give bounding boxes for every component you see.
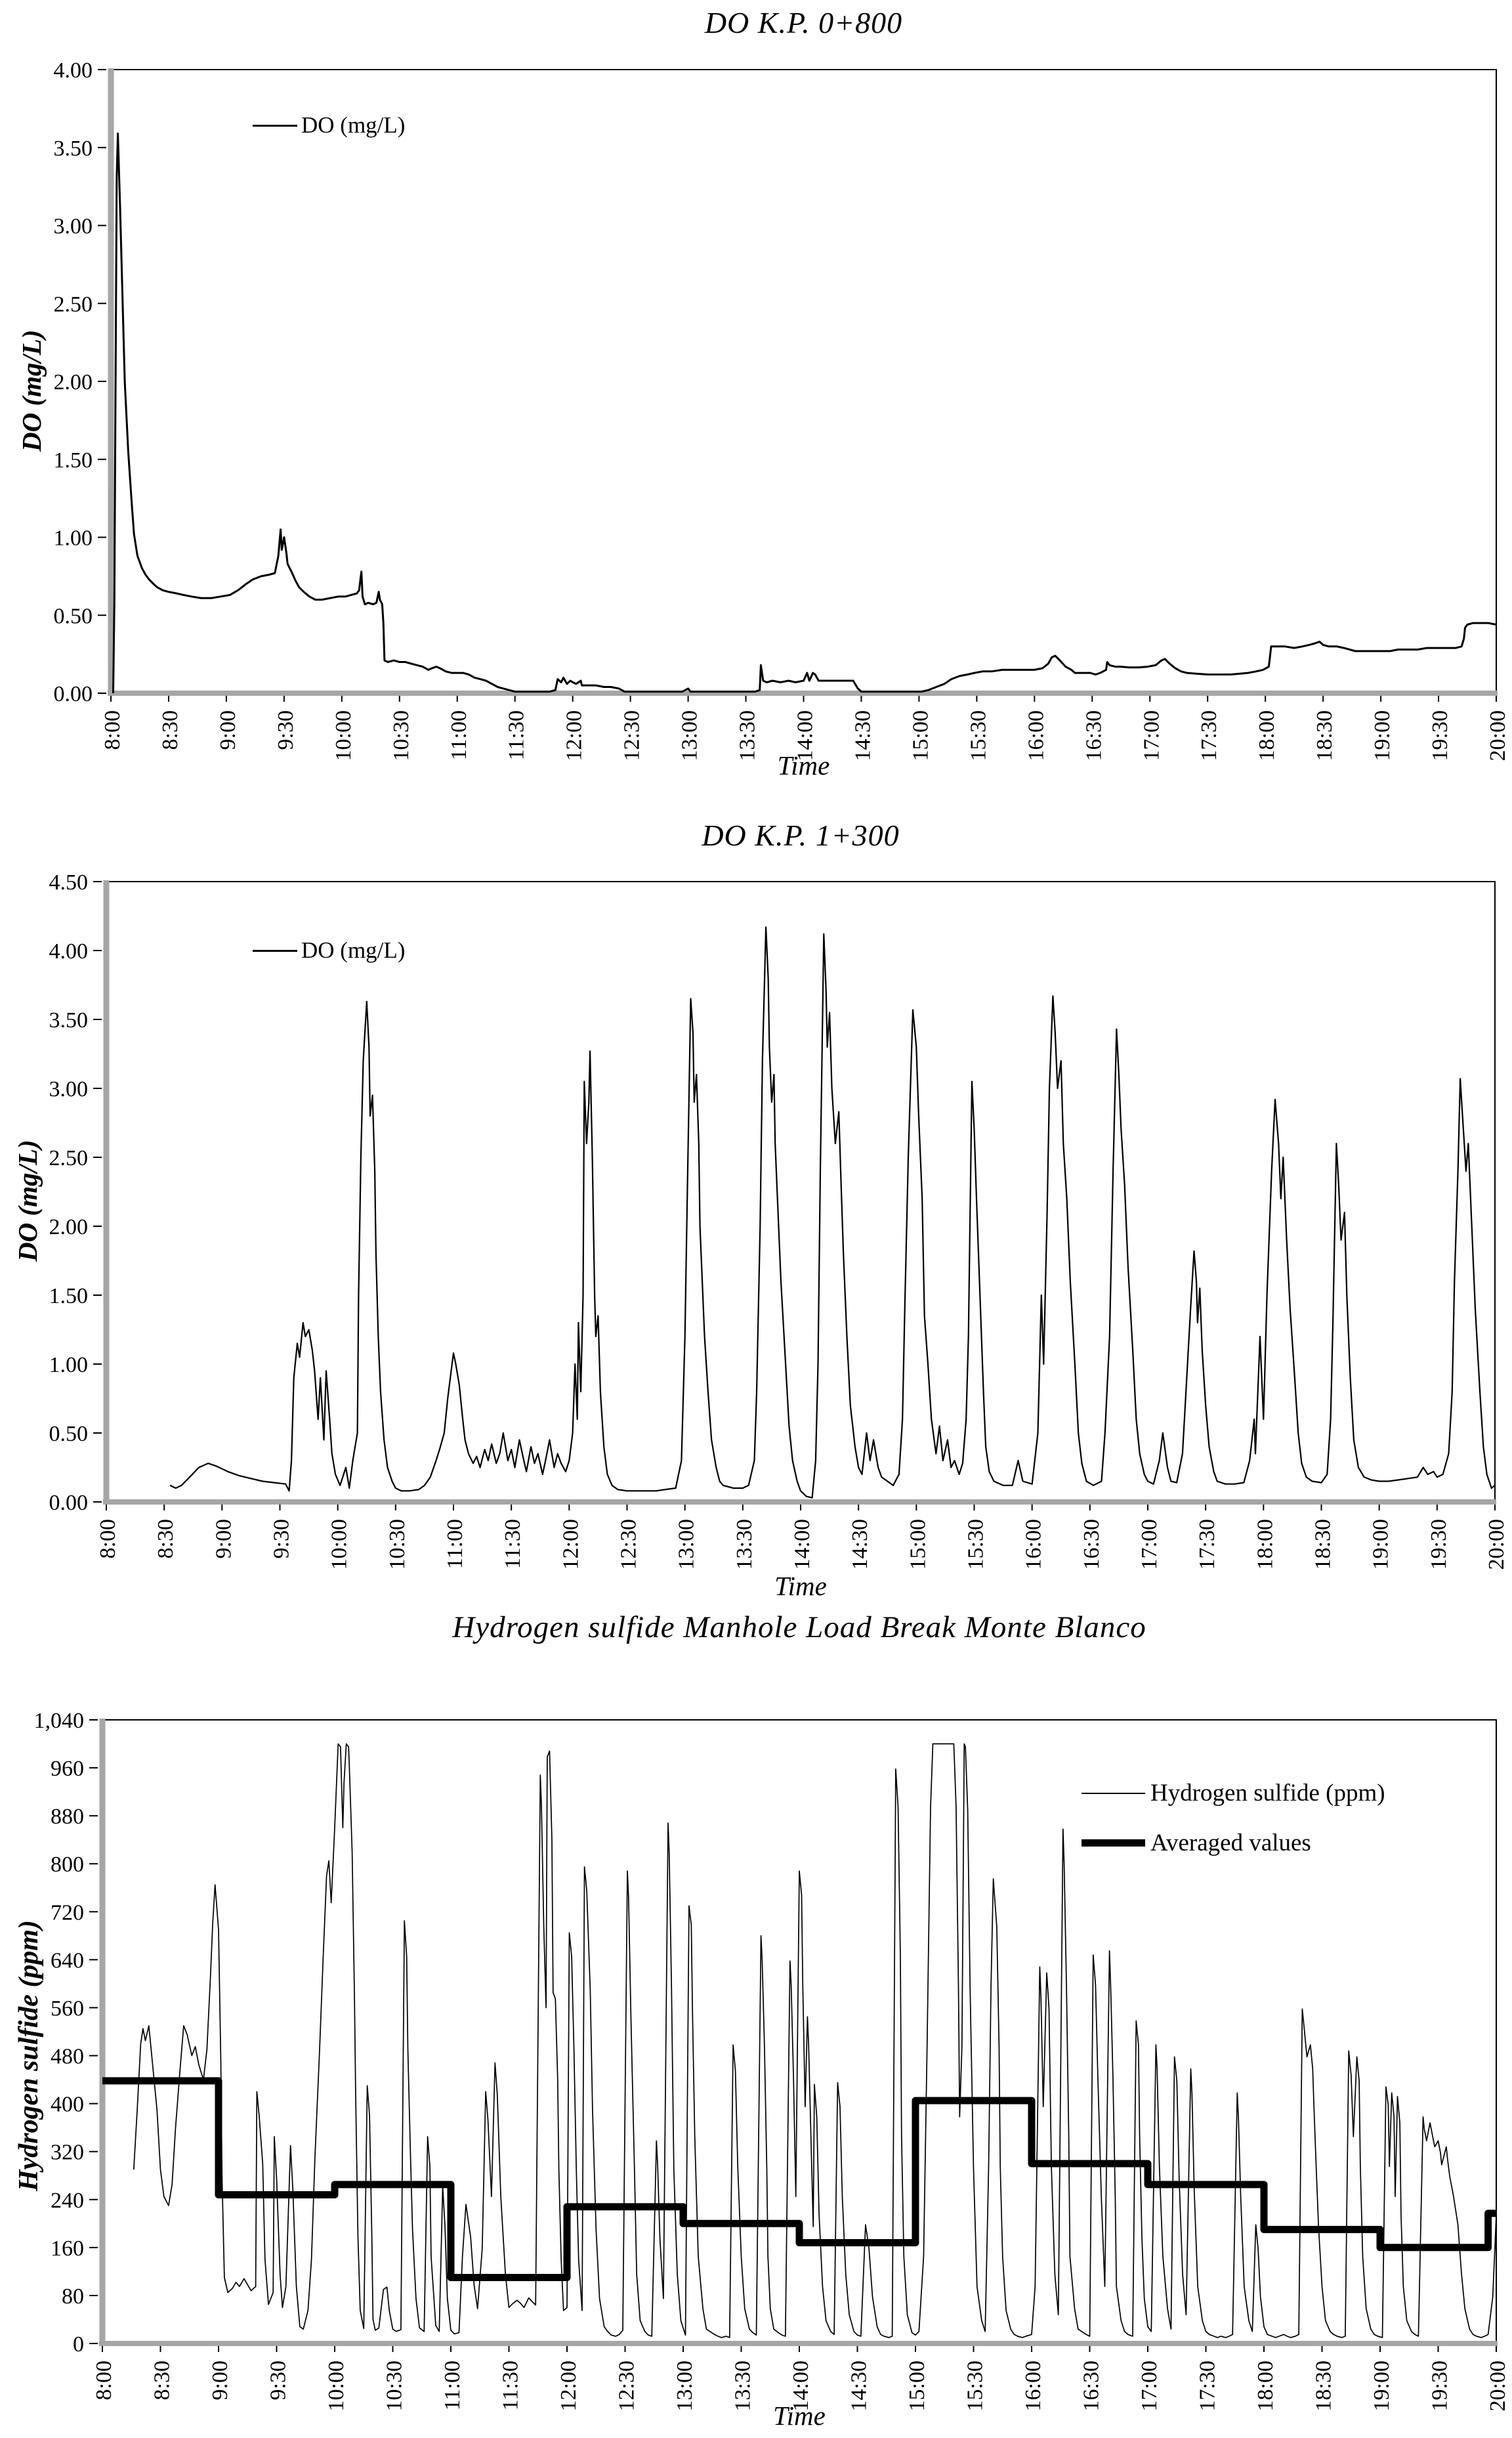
- y-tick-label: 880: [51, 1805, 84, 1829]
- chart-3-x-axis-title: Time: [773, 2401, 826, 2431]
- x-tick-label: 19:00: [1370, 2361, 1394, 2412]
- x-tick-label: 9:00: [211, 1519, 236, 1559]
- y-tick-label: 800: [51, 1852, 84, 1877]
- x-tick-label: 13:00: [674, 1519, 699, 1570]
- x-tick-label: 14:30: [847, 2361, 872, 2412]
- x-tick-label: 14:00: [793, 710, 818, 761]
- x-tick-label: 15:00: [905, 2361, 929, 2412]
- x-tick-label: 11:00: [440, 2361, 465, 2411]
- x-tick-label: 16:30: [1079, 1519, 1104, 1570]
- y-tick-label: 960: [51, 1757, 84, 1782]
- chart-3-y-axis-title: Hydrogen sulfide (ppm): [14, 1920, 44, 2191]
- x-tick-label: 11:00: [443, 1519, 467, 1570]
- x-tick-label: 14:00: [790, 1519, 814, 1570]
- x-tick-label: 18:00: [1253, 2361, 1278, 2412]
- x-tick-label: 18:30: [1312, 710, 1337, 761]
- x-tick-label: 10:00: [327, 1519, 352, 1570]
- x-tick-label: 15:00: [906, 1519, 931, 1570]
- x-tick-label: 15:30: [963, 2361, 988, 2412]
- x-tick-label: 11:30: [498, 2361, 523, 2411]
- y-tick-label: 2.00: [49, 1215, 88, 1239]
- x-tick-label: 10:30: [385, 1519, 410, 1570]
- x-tick-label: 12:30: [614, 2361, 639, 2412]
- y-tick-label: 560: [51, 1996, 84, 2021]
- y-tick-label: 4.50: [49, 870, 88, 895]
- x-tick-label: 16:30: [1082, 710, 1106, 761]
- legend-thick-line-icon: [1082, 1839, 1145, 1847]
- x-tick-label: 9:30: [266, 2361, 291, 2401]
- y-tick-label: 640: [51, 1948, 84, 1973]
- chart-2-legend: [253, 937, 405, 964]
- y-tick-label: 2.50: [49, 1146, 88, 1170]
- chart-3-title: Hydrogen sulfide Manhole Load Break Monte Blanco: [452, 1610, 1146, 1644]
- chart-1-title: DO K.P. 0+800: [704, 6, 903, 39]
- x-tick-label: 10:30: [388, 710, 413, 761]
- y-tick-label: 0.50: [53, 604, 93, 629]
- x-tick-label: 9:00: [215, 710, 240, 750]
- x-tick-label: 18:30: [1311, 1519, 1335, 1570]
- chart-2-title: DO K.P. 1+300: [702, 819, 900, 852]
- x-tick-label: 8:00: [96, 1519, 120, 1559]
- x-tick-label: 11:00: [446, 710, 471, 761]
- x-tick-label: 18:30: [1311, 2361, 1336, 2412]
- legend-label: DO (mg/L): [301, 112, 406, 138]
- x-tick-label: 16:00: [1021, 2361, 1045, 2412]
- x-tick-label: 12:00: [556, 2361, 581, 2412]
- x-tick-label: 9:30: [269, 1519, 294, 1559]
- y-tick-label: 0.00: [49, 1491, 88, 1515]
- x-tick-label: 15:00: [908, 710, 933, 761]
- x-tick-label: 18:00: [1255, 710, 1280, 761]
- chart-2-y-axis-title: DO (mg/L): [12, 1140, 43, 1262]
- x-tick-label: 12:00: [562, 710, 587, 761]
- x-tick-label: 17:30: [1195, 2361, 1220, 2412]
- x-tick-label: 13:00: [673, 2361, 697, 2412]
- x-tick-label: 17:00: [1137, 2361, 1162, 2412]
- x-tick-label: 18:00: [1253, 1519, 1278, 1570]
- x-tick-label: 17:00: [1137, 1519, 1162, 1570]
- y-tick-label: 1.00: [53, 526, 93, 551]
- y-tick-label: 0: [73, 2332, 84, 2357]
- x-tick-label: 14:30: [848, 1519, 873, 1570]
- legend-line-icon: [253, 950, 297, 952]
- x-tick-label: 8:30: [154, 1519, 178, 1559]
- legend-label: DO (mg/L): [301, 937, 406, 963]
- y-tick-label: 720: [51, 1900, 84, 1925]
- legend-thin-line-icon: [1082, 1793, 1145, 1794]
- x-tick-label: 8:00: [100, 710, 125, 750]
- y-tick-label: 1.50: [49, 1284, 88, 1308]
- x-tick-label: 11:30: [501, 1519, 526, 1570]
- x-tick-label: 15:30: [966, 710, 991, 761]
- y-tick-label: 1.00: [49, 1353, 88, 1377]
- y-tick-label: 4.00: [49, 939, 88, 964]
- x-tick-label: 13:30: [735, 710, 760, 761]
- y-tick-label: 4.00: [53, 58, 93, 83]
- y-tick-label: 3.50: [53, 136, 93, 161]
- x-tick-label: 12:30: [616, 1519, 641, 1570]
- y-tick-label: 0.50: [49, 1422, 88, 1446]
- x-tick-label: 19:00: [1368, 1519, 1393, 1570]
- x-tick-label: 13:00: [677, 710, 702, 761]
- x-tick-label: 20:00: [1484, 1519, 1509, 1570]
- x-tick-label: 14:00: [789, 2361, 813, 2412]
- chart-1-legend: [253, 112, 405, 139]
- x-tick-label: 19:00: [1370, 710, 1395, 761]
- x-tick-label: 13:30: [730, 2361, 755, 2412]
- y-tick-label: 1,040: [33, 1709, 84, 1733]
- x-tick-label: 8:00: [92, 2361, 116, 2401]
- x-tick-label: 17:00: [1139, 710, 1164, 761]
- x-tick-label: 10:00: [331, 710, 356, 761]
- x-tick-label: 13:30: [732, 1519, 757, 1570]
- x-tick-label: 9:00: [208, 2361, 232, 2401]
- chart-1-y-axis-title: DO (mg/L): [16, 330, 47, 452]
- x-tick-label: 11:30: [504, 710, 529, 761]
- x-tick-label: 10:30: [382, 2361, 407, 2412]
- x-tick-label: 20:00: [1486, 2361, 1510, 2412]
- y-tick-label: 2.50: [53, 292, 93, 317]
- x-tick-label: 15:30: [963, 1519, 988, 1570]
- x-tick-label: 19:30: [1428, 710, 1453, 761]
- x-tick-label: 17:30: [1195, 1519, 1220, 1570]
- x-tick-label: 20:00: [1486, 710, 1510, 761]
- x-tick-label: 12:30: [620, 710, 644, 761]
- x-tick-label: 14:30: [850, 710, 875, 761]
- x-tick-label: 19:30: [1426, 1519, 1451, 1570]
- y-tick-label: 2.00: [53, 370, 93, 395]
- y-tick-label: 1.50: [53, 448, 93, 473]
- y-tick-label: 0.00: [53, 682, 93, 706]
- chart-3-legend-hydrogen-sulfide: [1082, 1779, 1385, 1807]
- legend-label: Hydrogen sulfide (ppm): [1150, 1780, 1385, 1807]
- x-tick-label: 17:30: [1197, 710, 1222, 761]
- x-tick-label: 8:30: [158, 710, 182, 750]
- plot-border: [106, 882, 1495, 1502]
- x-tick-label: 16:00: [1021, 1519, 1046, 1570]
- y-tick-label: 320: [51, 2140, 84, 2165]
- y-tick-label: 80: [62, 2284, 84, 2309]
- x-tick-label: 9:30: [273, 710, 298, 750]
- x-tick-label: 8:30: [150, 2361, 175, 2401]
- chart-2-x-axis-title: Time: [774, 1571, 827, 1601]
- x-tick-label: 19:30: [1427, 2361, 1452, 2412]
- y-tick-label: 3.00: [53, 214, 93, 239]
- y-tick-label: 160: [51, 2236, 84, 2261]
- x-tick-label: 16:00: [1024, 710, 1049, 761]
- chart-3-legend-averaged-values: [1082, 1829, 1311, 1857]
- y-tick-label: 240: [51, 2188, 84, 2213]
- y-tick-label: 400: [51, 2092, 84, 2117]
- legend-label: Averaged values: [1150, 1829, 1311, 1856]
- y-tick-label: 3.00: [49, 1077, 88, 1101]
- y-tick-label: 480: [51, 2044, 84, 2069]
- y-tick-label: 3.50: [49, 1008, 88, 1033]
- legend-line-icon: [253, 125, 297, 127]
- chart-1-x-axis-title: Time: [777, 750, 830, 781]
- x-tick-label: 12:00: [558, 1519, 583, 1570]
- x-tick-label: 10:00: [324, 2361, 348, 2412]
- x-tick-label: 16:30: [1079, 2361, 1104, 2412]
